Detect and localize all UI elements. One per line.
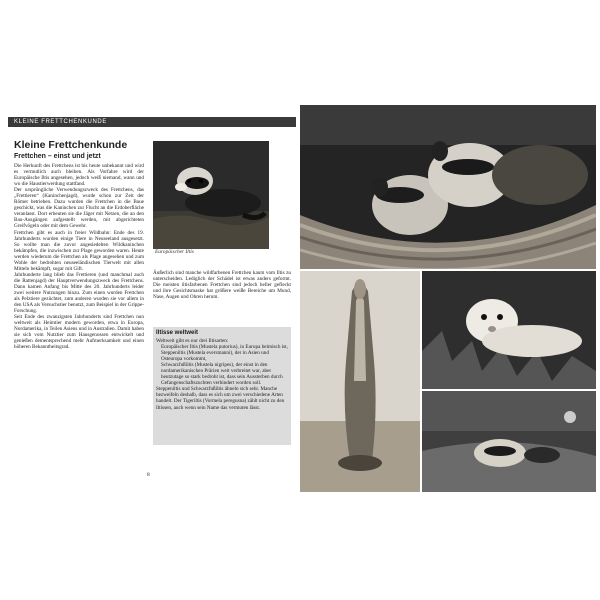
text-column-1 <box>14 163 144 350</box>
ferret-peeking-photo <box>422 391 596 492</box>
ferrets-in-basket-photo <box>300 105 596 269</box>
white-ferret-illustration <box>422 271 596 389</box>
polecat-illustration <box>153 141 269 249</box>
white-ferret-photo <box>422 271 596 389</box>
article-title: Kleine Frettchenkunde <box>14 139 128 151</box>
peeking-ferret-illustration <box>422 391 596 492</box>
standing-ferret-photo <box>300 271 420 492</box>
book-spread <box>4 105 596 492</box>
info-box-intro: Weltweit gibt es nur drei Iltisarten: <box>156 338 229 344</box>
info-box-outro: Steppeniltis und Schwarzfußiltis ähneln sich sehr. Manche bezweifeln deshalb, dass es sich um zwei verschiedene Arten handelt. Der Tigeriltis (Vormela peregusna) zählt nicht zu den Iltissen, auch wenn sein Name das vermuten lässt. <box>156 386 285 411</box>
info-box-text <box>156 338 288 411</box>
species-item: Europäischer Iltis (Mustela putorius), in Europa beimisch ist, <box>161 344 288 351</box>
paragraph: Seit Ende des zwanzigsten Jahrhunderts sind Frettchen nun weltweit als Heimtier modern geworden, etwa in Europa, Nordamerika, in Teilen Asiens und in Australien. Damit haben sie sich vom Nutztier zum Hausgenossen entwickelt und genießen dementsprechend mehr Aufmerksamkeit und einen höheren Bekanntheitsgrad. <box>14 314 144 351</box>
paragraph: Der ursprüngliche Verwendungszweck des Frettchens, das „Frettieren“ (Kaninchenjagd), wurde schon zur Zeit der Römer betrieben. Dazu wurden die Frettchen in die Baue geschickt, was die Kaninchen zur Flucht an die Erdoberfläche veranlasst. Dort erbeuten sie die Jäger mit Netzen, die an den Bau-Ausgängen aufgestellt werden, mit abgerichteten Greifvögeln oder mit dem Gewehr. <box>14 187 144 230</box>
paragraph: Frettchen gibt es auch in freier Wildbahn: Ende des 19. Jahrhunderts wurden einige Tiere in Neuseeland ausgesetzt. So wollte man die zuvor angesiedelten Wildkaninchen bekämpfen, die inzwischen zur Plage geworden waren. Heute werden wiederum die Frettchen als Plage angesehen und zum Wohle der bedrohten neuseeländischen Tierwelt mit allen Mitteln bekämpft, sogar mit Gift. <box>14 229 144 272</box>
left-page <box>4 105 300 492</box>
right-page-photos <box>300 105 596 492</box>
info-box-title: Iltisse weltweit <box>156 330 199 336</box>
species-item: Schwarzfußiltis (Mustela nigripes), der einst in den nordamerikanischen Prärien weit verbreitet war, aber heutzutage so stark bedroht ist, dass sein Aussterben durch Gefangenschaftszuchten verhindert worden soll. <box>161 362 283 387</box>
text-column-2: Äußerlich sind manche wildfarbenen Frettchen kaum vom Iltis zu unterscheiden. Lediglich der Schädel ist etwas anders geformt. Die meisten iltisfarbenen Frettchen sind jedoch heller gefleckt und ihre Gesichtsmaske hat größere weiße Bereiche um Mund, Nase, Augen und Ohren herum. <box>153 270 291 301</box>
article-subtitle: Frettchen – einst und jetzt <box>14 153 101 160</box>
species-item: Steppeniltis (Mustela eversmanni), der in Asien und Osteuropa vorkommt, <box>161 350 269 363</box>
paragraph: Jahrhunderte lang blieb das Frettieren (und manchmal auch die Rattenjagd) der Hauptverwendungszweck des Frettchens. Dann kamen Anfang bis Mitte des 20. Jahrhunderts leider zwei weitere Nutzungen hinzu. Zum einen wurden Frettchen als Pelztiere gezüchtet, zum anderen wurden sie vor allem in den USA als Versuchstier benutzt, zum Beispiel in der Grippe-Forschung. <box>14 271 144 315</box>
paragraph: Die Herkunft des Frettchens ist bis heute unbekannt und wird es vermutlich auch bleiben. Als Vorfahre wird der Europäische Iltis angesehen, jedoch weiß niemand, wann und wo die Haustierwerdung stattfand. <box>14 163 144 188</box>
page-number: 8 <box>147 472 150 478</box>
polecat-photo <box>153 141 269 249</box>
standing-ferret-illustration <box>300 271 420 492</box>
basket-illustration <box>300 105 596 269</box>
chapter-header-bar: KLEINE FRETTCHENKUNDE <box>8 117 296 127</box>
photo-caption: Europäischer Iltis <box>155 249 194 255</box>
